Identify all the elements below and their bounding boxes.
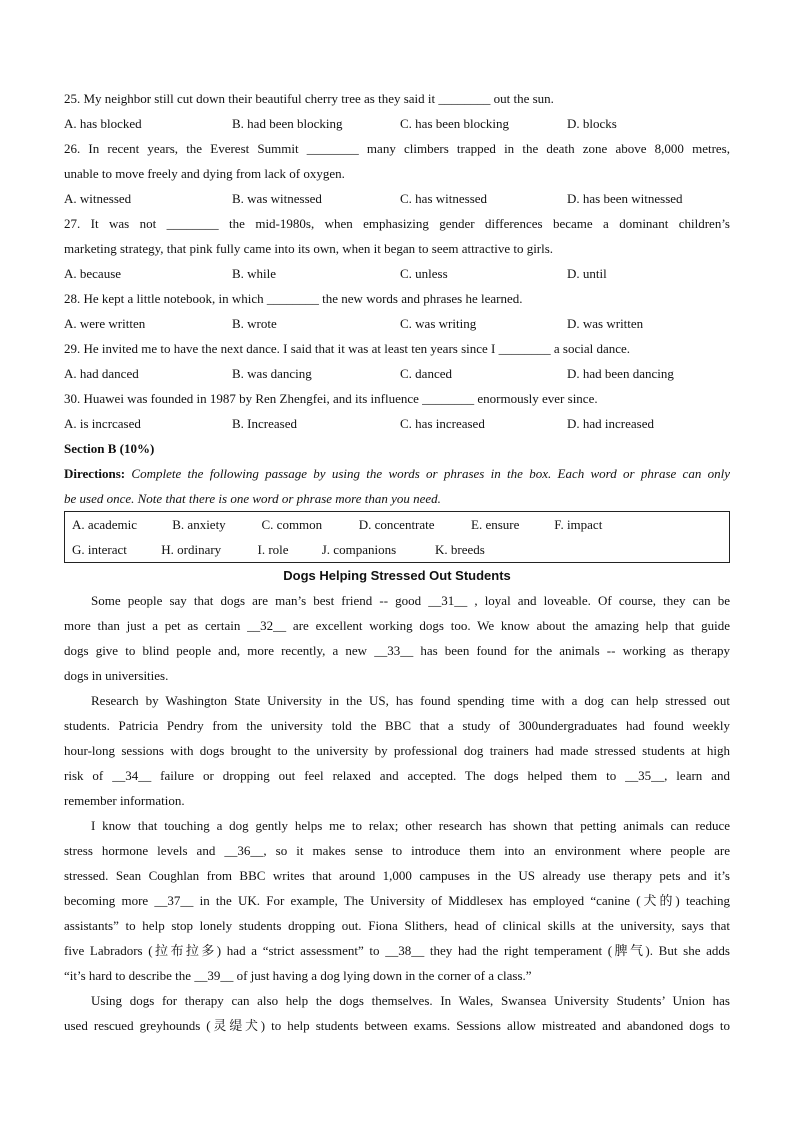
passage-line: five Labradors (拉布拉多) had a “strict assessment” to __38__ they had the right temperament (脾气). But she adds bbox=[64, 943, 730, 958]
question-text: 29. He invited me to have the next dance. I said that it was at least ten years since I ________ a social dance. bbox=[64, 341, 631, 356]
question-text: 28. He kept a little notebook, in which ________ the new words and phrases he learned. bbox=[64, 291, 523, 306]
option-b: B. while bbox=[232, 266, 277, 281]
passage-line: students. Patricia Pendry from the university told the BBC that a study of 300undergraduates had found weekly bbox=[64, 718, 730, 733]
passage-line: I know that touching a dog gently helps me to relax; other research has shown that petting animals can reduce bbox=[91, 818, 730, 833]
passage-line: “it’s hard to describe the __39__ of just having a dog lying down in the corner of a class.” bbox=[64, 968, 532, 983]
passage-line: hour-long sessions with dogs brought to the university by professional dog trainers had made stressed students at high bbox=[64, 743, 730, 758]
option-a: A. were written bbox=[64, 316, 146, 331]
directions-text: Complete the following passage by using the words or phrases in the box. Each word or phrase can only bbox=[125, 466, 730, 481]
word-box-row bbox=[72, 512, 722, 537]
question-28 bbox=[64, 286, 730, 336]
word-option: D. concentrate bbox=[358, 517, 435, 532]
word-option: F. impact bbox=[554, 517, 603, 532]
option-b: B. wrote bbox=[232, 316, 277, 331]
options-row bbox=[64, 311, 730, 336]
directions-line bbox=[64, 461, 730, 486]
directions-line-cont: be used once. Note that there is one word or phrase more than you need. bbox=[64, 491, 441, 506]
options-row bbox=[64, 411, 730, 436]
option-d: D. was written bbox=[567, 316, 644, 331]
question-text-cont: marketing strategy, that pink fully came into its own, when it began to seem attractive to girls. bbox=[64, 241, 554, 256]
option-a: A. witnessed bbox=[64, 191, 132, 206]
option-c: C. unless bbox=[400, 266, 448, 281]
passage-line: remember information. bbox=[64, 793, 185, 808]
word-option: C. common bbox=[261, 517, 323, 532]
word-box-row bbox=[72, 537, 722, 562]
passage-line: stressed. Sean Coughlan from BBC writes that around 1,000 campuses in the US already use therapy pets and it’s bbox=[64, 868, 730, 883]
option-c: C. has increased bbox=[400, 416, 485, 431]
option-d: D. had been dancing bbox=[567, 366, 674, 381]
passage-line: Some people say that dogs are man’s best friend -- good __31__ , loyal and loveable. Of course, they can be bbox=[91, 593, 730, 608]
question-text: 27. It was not ________ the mid-1980s, when emphasizing gender differences became a dominant children’s bbox=[64, 216, 730, 231]
passage-line: dogs in universities. bbox=[64, 668, 169, 683]
question-29 bbox=[64, 336, 730, 386]
option-b: B. Increased bbox=[232, 416, 297, 431]
word-option: G. interact bbox=[72, 542, 127, 557]
passage-line: more than just a pet as certain __32__ are excellent working dogs too. We know about the amazing help that guide bbox=[64, 618, 730, 633]
option-d: D. blocks bbox=[567, 116, 617, 131]
option-a: A. because bbox=[64, 266, 122, 281]
word-box bbox=[64, 511, 730, 563]
passage-line: dogs give to blind people and, more recently, a new __33__ has been found for the animals -- working as therapy bbox=[64, 643, 730, 658]
question-text-cont: unable to move freely and dying from lack of oxygen. bbox=[64, 166, 345, 181]
options-row bbox=[64, 186, 730, 211]
question-text: 30. Huawei was founded in 1987 by Ren Zhengfei, and its influence ________ enormously ever since. bbox=[64, 391, 598, 406]
section-heading: Section B (10%) bbox=[64, 441, 155, 456]
word-option: A. academic bbox=[72, 517, 137, 532]
passage-line: becoming more __37__ in the UK. For example, The University of Middlesex has employed “canine (犬的) teaching bbox=[64, 893, 730, 908]
option-b: B. had been blocking bbox=[232, 116, 343, 131]
passage-title: Dogs Helping Stressed Out Students bbox=[283, 568, 511, 583]
question-26 bbox=[64, 136, 730, 211]
option-d: D. had increased bbox=[567, 416, 654, 431]
question-text: 25. My neighbor still cut down their beautiful cherry tree as they said it ________ out the sun. bbox=[64, 91, 554, 106]
option-c: C. has witnessed bbox=[400, 191, 488, 206]
passage-line: assistants” to help stop lonely students dropping out. Fiona Slithers, head of clinical skills at the university, says that bbox=[64, 918, 730, 933]
options-row bbox=[64, 111, 730, 136]
passage-line: used rescued greyhounds (灵缇犬) to help students between exams. Sessions allow mistreated and abandoned dogs to bbox=[64, 1018, 730, 1033]
option-c: C. danced bbox=[400, 366, 452, 381]
word-option: E. ensure bbox=[471, 517, 520, 532]
option-a: A. had danced bbox=[64, 366, 139, 381]
option-d: D. until bbox=[567, 266, 607, 281]
exam-page bbox=[64, 86, 730, 1038]
option-b: B. was witnessed bbox=[232, 191, 322, 206]
option-c: C. was writing bbox=[400, 316, 477, 331]
passage-line: stress hormone levels and __36__, so it makes sense to introduce them into an environment where people are bbox=[64, 843, 730, 858]
question-text: 26. In recent years, the Everest Summit ________ many climbers trapped in the death zone above 8,000 metres, bbox=[64, 141, 730, 156]
word-option: H. ordinary bbox=[161, 542, 222, 557]
option-b: B. was dancing bbox=[232, 366, 312, 381]
word-option: K. breeds bbox=[435, 542, 485, 557]
option-c: C. has been blocking bbox=[400, 116, 510, 131]
passage-line: Research by Washington State University in the US, has found spending time with a dog can help stressed out bbox=[91, 693, 730, 708]
passage-line: Using dogs for therapy can also help the dogs themselves. In Wales, Swansea University Students’ Union has bbox=[91, 993, 730, 1008]
directions-label: Directions: bbox=[64, 466, 126, 481]
passage-line: risk of __34__ failure or dropping out feel relaxed and accepted. The dogs helped them to __35__, learn and bbox=[64, 768, 730, 783]
option-a: A. has blocked bbox=[64, 116, 142, 131]
question-27 bbox=[64, 211, 730, 286]
question-30 bbox=[64, 386, 730, 436]
word-option: B. anxiety bbox=[172, 517, 226, 532]
options-row bbox=[64, 261, 730, 286]
options-row bbox=[64, 361, 730, 386]
option-a: A. is incrcased bbox=[64, 416, 141, 431]
option-d: D. has been witnessed bbox=[567, 191, 683, 206]
word-option: J. companions bbox=[321, 542, 397, 557]
word-option: I. role bbox=[257, 542, 289, 557]
question-25 bbox=[64, 86, 730, 136]
passage-body bbox=[64, 588, 730, 1038]
